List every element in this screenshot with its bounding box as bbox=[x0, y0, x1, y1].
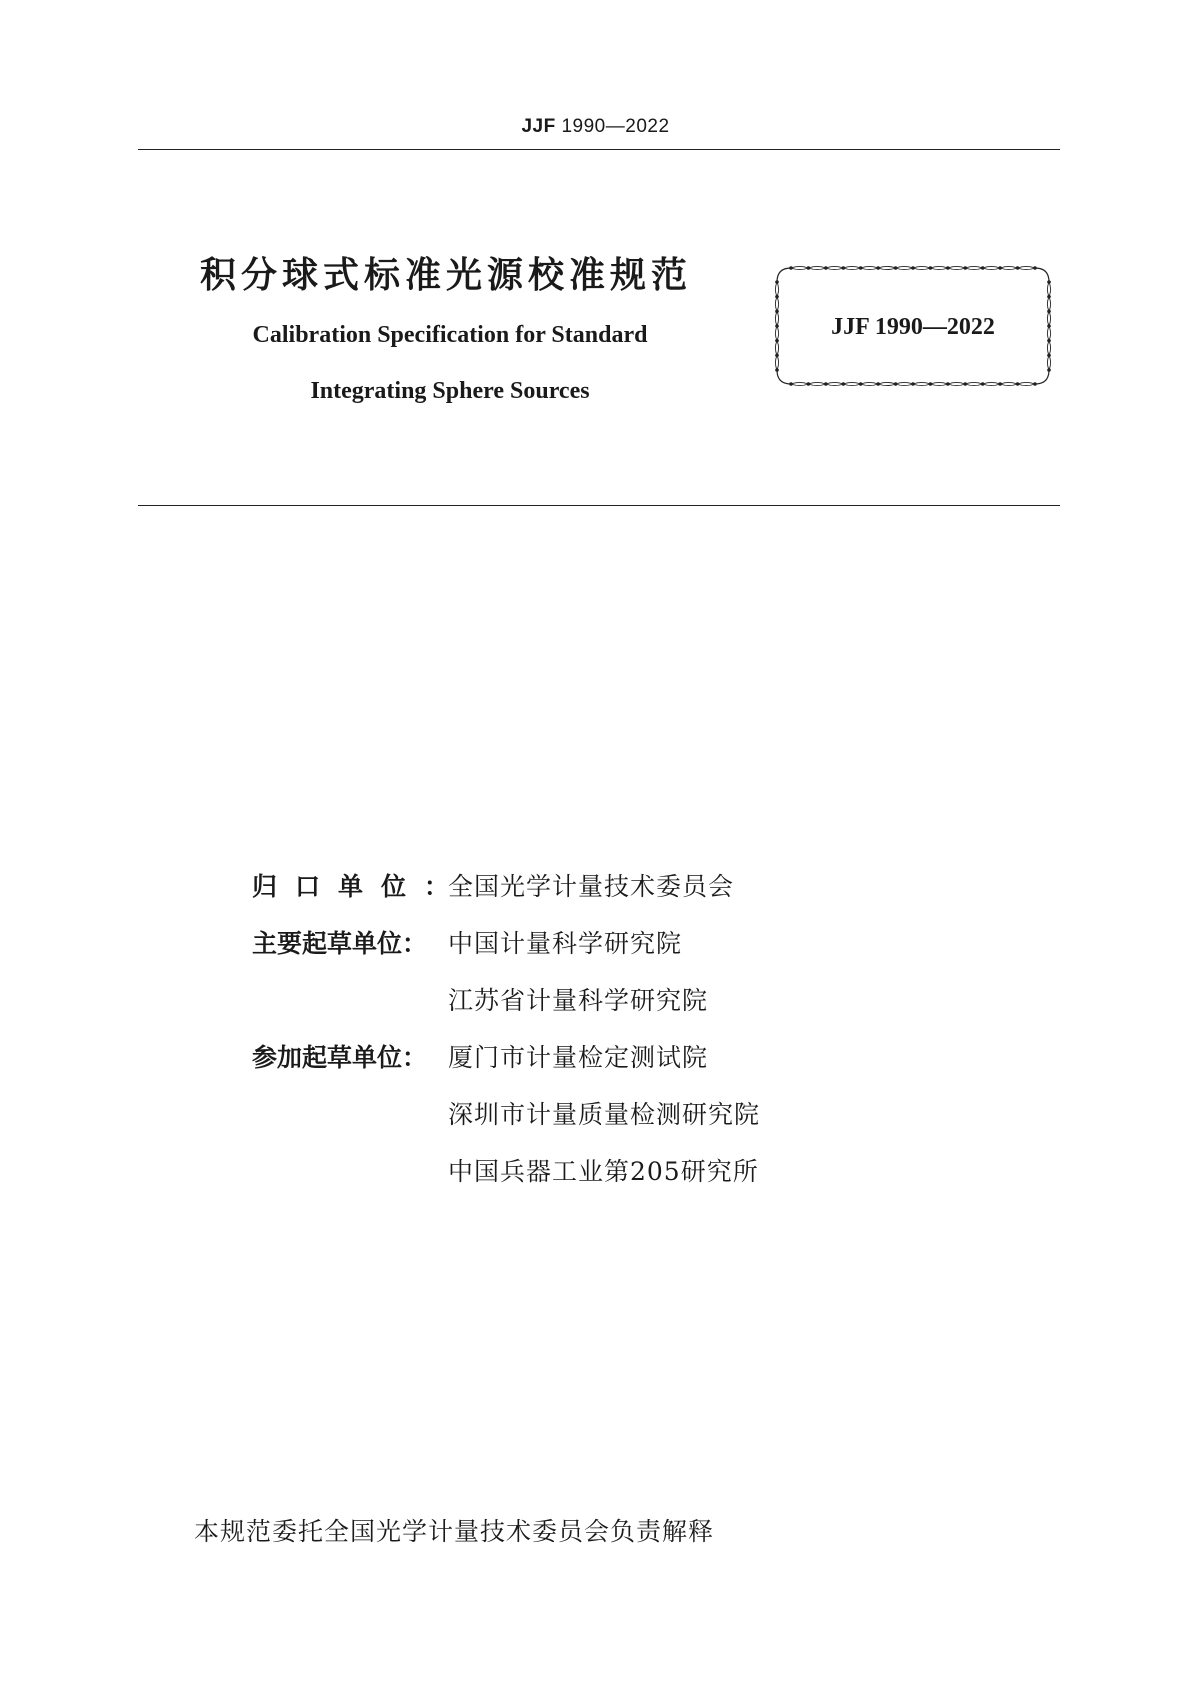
title-english-line2: Integrating Sphere Sources bbox=[310, 378, 590, 404]
org-row-participating-3 bbox=[252, 1141, 760, 1198]
header-code-number: 1990—2022 bbox=[555, 116, 670, 137]
code-box-text: JJF 1990—2022 bbox=[831, 314, 995, 340]
running-header bbox=[0, 116, 1191, 138]
org-row-main-drafting bbox=[252, 913, 760, 970]
participating-value-2: 深圳市计量质量检测研究院 bbox=[448, 1099, 761, 1129]
main-drafting-label: 主要起草单位： bbox=[252, 928, 428, 958]
participating-value-1: 厦门市计量检定测试院 bbox=[448, 1042, 709, 1072]
org-row-main-drafting-2 bbox=[252, 970, 760, 1027]
title-chinese: 积分球式标准光源校准规范 bbox=[200, 255, 693, 296]
responsible-label: 归口单位： bbox=[252, 871, 468, 901]
main-drafting-value-1: 中国计量科学研究院 bbox=[448, 928, 683, 958]
title-english-line1: Calibration Specification for Standard bbox=[252, 322, 648, 348]
org-row-responsible bbox=[252, 856, 760, 913]
interpretation-note: 本规范委托全国光学计量技术委员会负责解释 bbox=[194, 1517, 715, 1546]
organizations-block bbox=[252, 856, 760, 1198]
participating-label: 参加起草单位： bbox=[252, 1042, 428, 1072]
main-drafting-value-2: 江苏省计量科学研究院 bbox=[448, 985, 709, 1015]
org-row-participating bbox=[252, 1027, 760, 1084]
participating-value-3: 中国兵器工业第205研究所 bbox=[448, 1156, 759, 1186]
code-box bbox=[773, 264, 1053, 388]
top-rule bbox=[138, 149, 1060, 150]
middle-rule bbox=[138, 505, 1060, 506]
org-row-participating-2 bbox=[252, 1084, 760, 1141]
responsible-value: 全国光学计量技术委员会 bbox=[448, 871, 735, 901]
header-code-prefix: JJF bbox=[521, 116, 556, 137]
